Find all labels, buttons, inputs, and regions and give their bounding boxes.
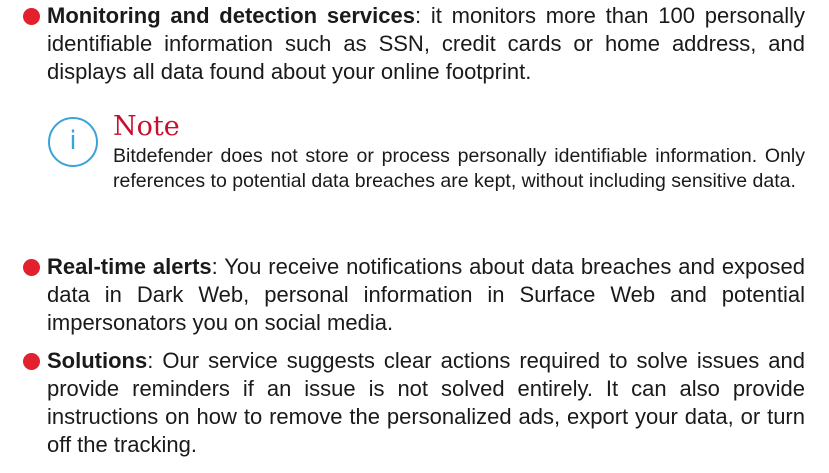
red-dot-bullet-icon — [23, 353, 40, 370]
feature-item-content — [47, 347, 805, 459]
info-icon: i — [48, 117, 98, 167]
feature-item-monitoring — [23, 2, 805, 86]
feature-term: Solutions — [47, 348, 148, 373]
red-dot-bullet-icon — [23, 8, 40, 25]
feature-description: : it monitors more than 100 personally identifiable information such as SSN, credit cards or home address, and displays all data found about your online footprint. — [47, 3, 806, 84]
feature-item-solutions — [23, 347, 805, 459]
feature-description: : Our service suggests clear actions required to solve issues and provide reminders if an issue is not solved entirely. It can also provide instructions on how to remove the personalized ads, export your data, or turn off the tracking. — [47, 348, 805, 457]
red-dot-bullet-icon — [23, 259, 40, 276]
feature-item-content — [47, 2, 805, 86]
feature-item-alerts — [23, 253, 805, 337]
feature-description: : You receive notifications about data breaches and exposed data in Dark Web, personal information in Surface Web and potential impersonators you on social media. — [47, 254, 805, 335]
note-box — [48, 112, 806, 222]
note-title: Note — [113, 111, 180, 142]
feature-item-content — [47, 253, 805, 337]
feature-term: Monitoring and detection services — [47, 3, 415, 28]
feature-term: Real-time alerts — [47, 254, 212, 279]
note-text: Bitdefender does not store or process personally identifiable information. Only references to potential data breaches are kept, without including sensitive data. — [113, 145, 805, 192]
